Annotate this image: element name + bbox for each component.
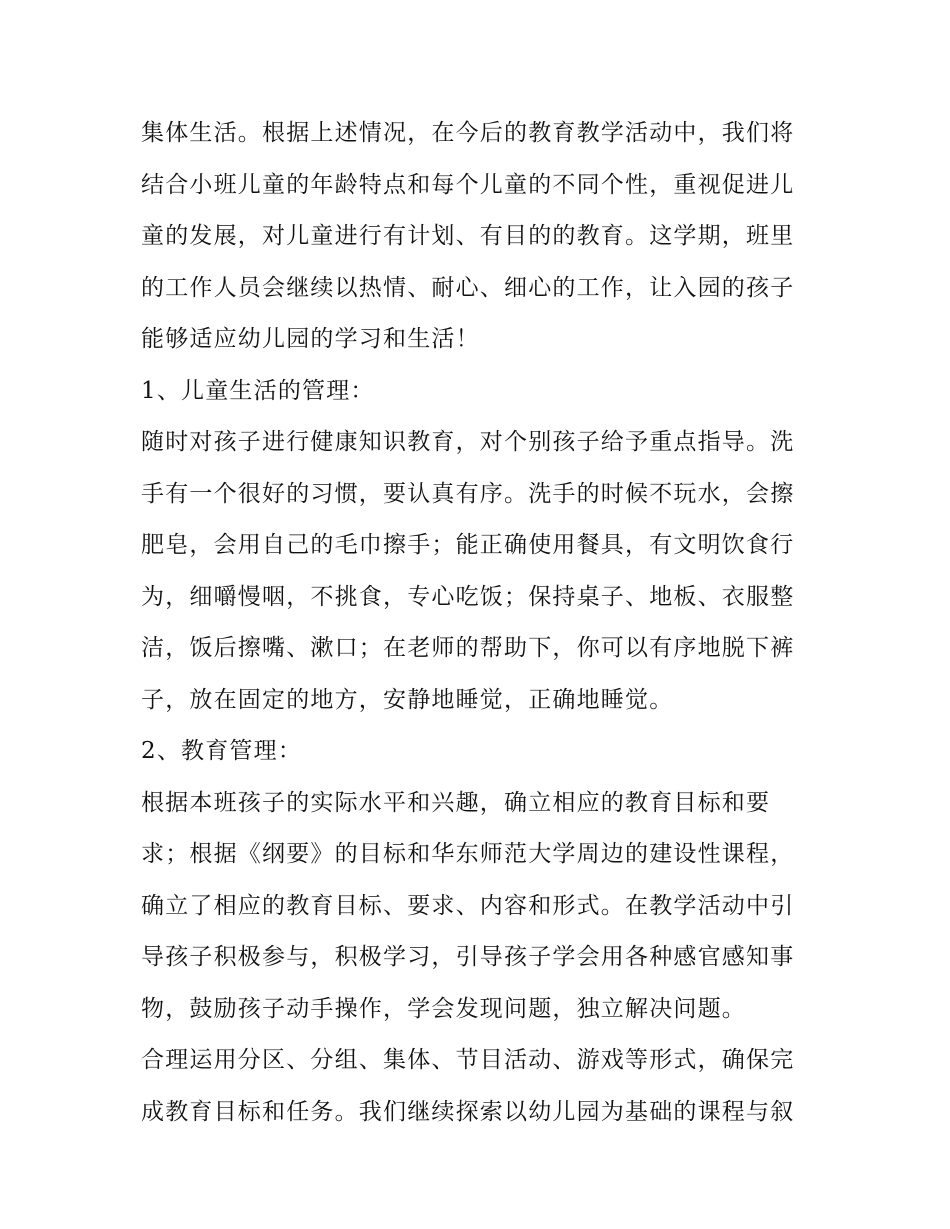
text-line: 子，放在固定的地方，安静地睡觉，正确地睡觉。 [141,686,674,713]
section-heading-1: 1、儿童生活的管理： [141,377,375,404]
text-line: 的工作人员会继续以热情、耐心、细心的工作，让入园的孩子 [141,274,795,301]
text-line: 随时对孩子进行健康知识教育，对个别孩子给予重点指导。洗 [141,429,795,455]
text-line: 成教育目标和任务。我们继续探索以幼儿园为基础的课程与叙 [141,1098,795,1125]
section-heading-2: 2、教育管理： [141,738,303,764]
text-line: 物，鼓励孩子动手操作，学会发现问题，独立解决问题。 [141,995,746,1022]
text-line: 确立了相应的教育目标、要求、内容和形式。在教学活动中引 [141,892,795,919]
text-line: 求；根据《纲要》的目标和华东师范大学周边的建设性课程， [141,841,795,867]
text-line: 结合小班儿童的年龄特点和每个儿童的不同个性，重视促进儿 [141,171,795,198]
text-line: 集体生活。根据上述情况，在今后的教育教学活动中，我们将 [141,120,795,146]
text-line: 手有一个很好的习惯，要认真有序。洗手的时候不玩水，会擦 [141,480,795,507]
text-line: 合理运用分区、分组、集体、节目活动、游戏等形式，确保完 [141,1047,795,1073]
body-text [141,108,821,1138]
text-line: 洁，饭后擦嘴、漱口；在老师的帮助下，你可以有序地脱下裤 [141,635,795,661]
text-line: 童的发展，对儿童进行有计划、有目的的教育。这学期，班里 [141,223,795,249]
text-line: 为，细嚼慢咽，不挑食，专心吃饭；保持桌子、地板、衣服整 [141,583,795,610]
text-line: 导孩子积极参与，积极学习，引导孩子学会用各种感官感知事 [141,944,795,970]
text-line: 能够适应幼儿园的学习和生活！ [141,326,480,352]
text-line: 肥皂，会用自己的毛巾擦手；能正确使用餐具，有文明饮食行 [141,532,795,558]
text-line: 根据本班孩子的实际水平和兴趣，确立相应的教育目标和要 [141,789,771,816]
